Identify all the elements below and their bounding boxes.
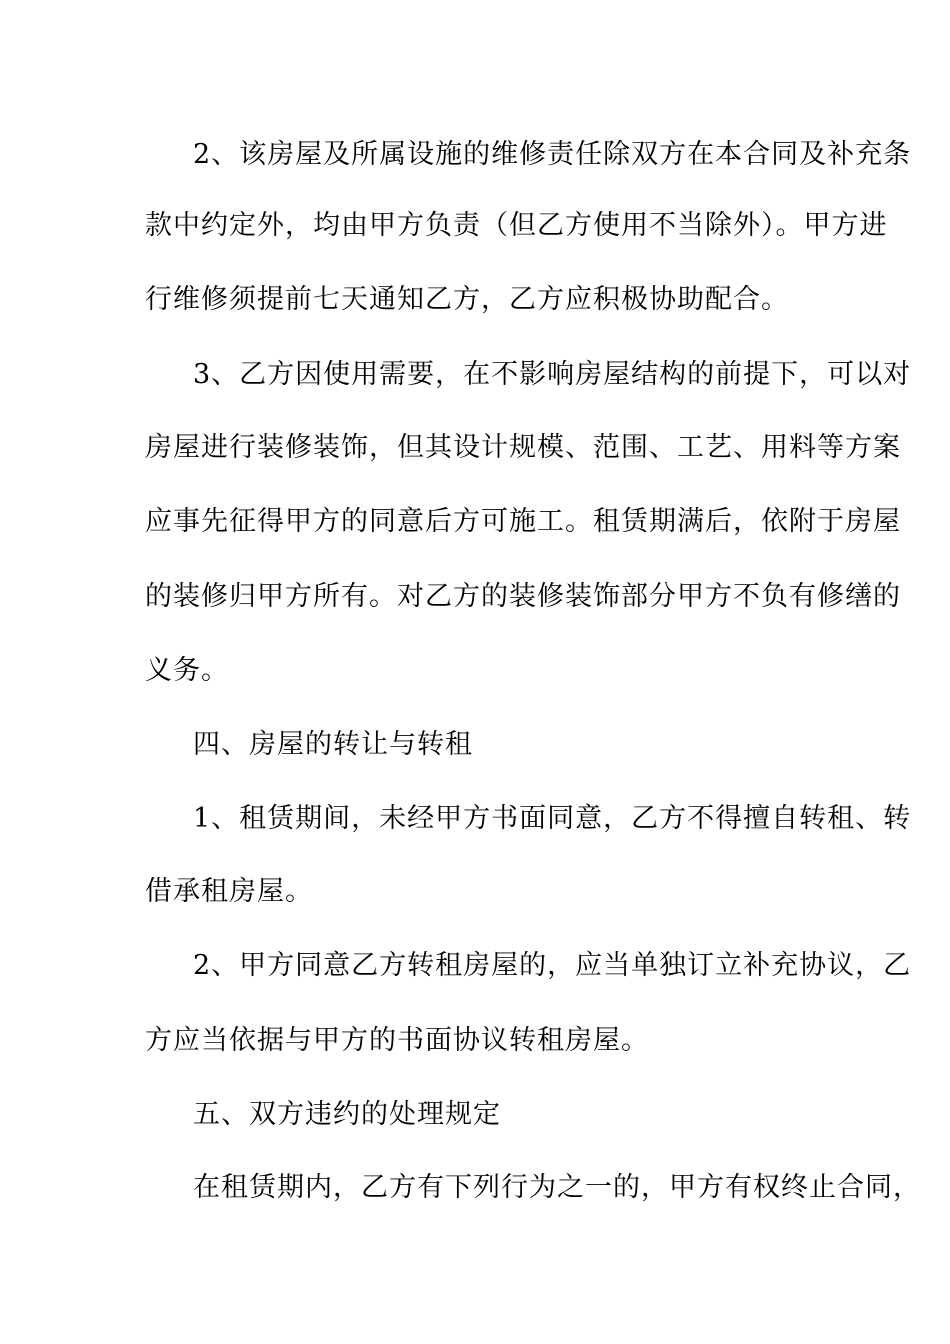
section-heading: 四、房屋的转让与转租 <box>193 729 473 760</box>
paragraph-line: 行维修须提前七天通知乙方，乙方应积极协助配合。 <box>145 284 789 315</box>
paragraph-line: 的装修归甲方所有。对乙方的装修装饰部分甲方不负有修缮的 <box>145 581 901 612</box>
paragraph-line: 3、乙方因使用需要，在不影响房屋结构的前提下，可以对 <box>193 359 912 390</box>
paragraph-line: 2、甲方同意乙方转租房屋的，应当单独订立补充协议，乙 <box>193 950 912 981</box>
paragraph-line: 2、该房屋及所属设施的维修责任除双方在本合同及补充条 <box>193 139 912 170</box>
paragraph-line: 房屋进行装修装饰，但其设计规模、范围、工艺、用料等方案 <box>145 432 901 463</box>
paragraph-line: 方应当依据与甲方的书面协议转租房屋。 <box>145 1025 649 1056</box>
paragraph-line: 借承租房屋。 <box>145 876 313 907</box>
paragraph-line: 应事先征得甲方的同意后方可施工。租赁期满后，依附于房屋 <box>145 506 901 537</box>
paragraph-line: 款中约定外，均由甲方负责（但乙方使用不当除外）。甲方进 <box>145 210 888 241</box>
paragraph-line: 1、租赁期间，未经甲方书面同意，乙方不得擅自转租、转 <box>193 803 912 834</box>
paragraph-line: 义务。 <box>145 655 229 686</box>
paragraph-line: 在租赁期内，乙方有下列行为之一的，甲方有权终止合同， <box>193 1172 921 1203</box>
section-heading: 五、双方违约的处理规定 <box>193 1099 501 1130</box>
